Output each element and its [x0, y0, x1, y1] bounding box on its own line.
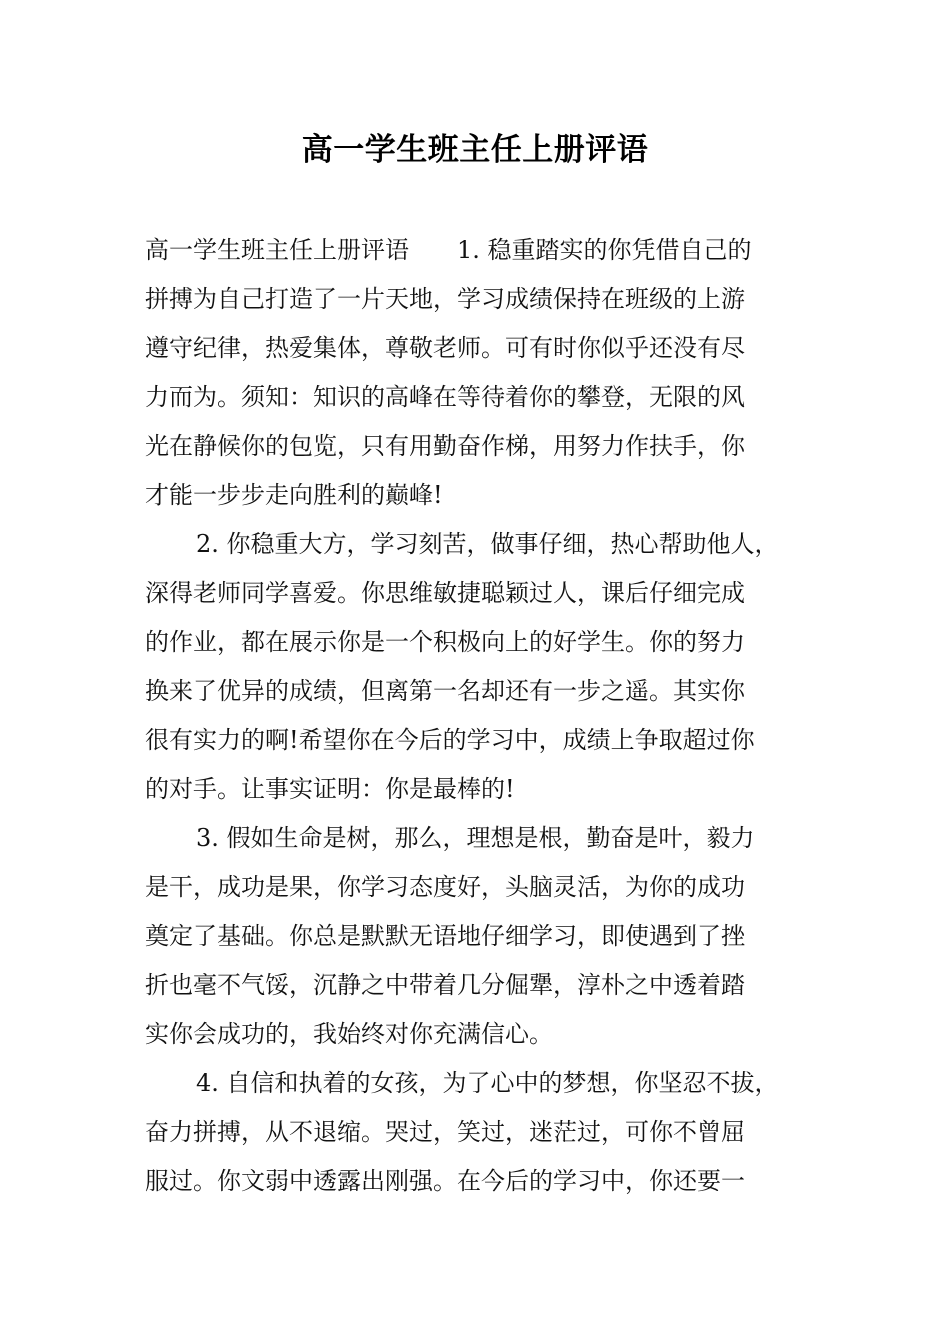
- paragraph-start-line: 2. 你稳重大方，学习刻苦，做事仔细，热心帮助他人，: [196, 530, 779, 558]
- body-line: 深得老师同学喜爱。你思维敏捷聪颖过人，课后仔细完成: [145, 579, 745, 607]
- body-line: 力而为。须知：知识的高峰在等待着你的攀登，无限的风: [145, 383, 745, 411]
- body-line: 实你会成功的，我始终对你充满信心。: [145, 1020, 553, 1048]
- body-line: 服过。你文弱中透露出刚强。在今后的学习中，你还要一: [145, 1167, 745, 1195]
- paragraph-start-line: 3. 假如生命是树，那么，理想是根，勤奋是叶，毅力: [196, 824, 755, 852]
- body-line: 光在静候你的包览，只有用勤奋作梯，用努力作扶手，你: [145, 432, 745, 460]
- body-line: 遵守纪律，热爱集体，尊敬老师。可有时你似乎还没有尽: [145, 334, 745, 362]
- body-line: 是干，成功是果，你学习态度好，头脑灵活，为你的成功: [145, 873, 745, 901]
- body-line: 奋力拼搏，从不退缩。哭过，笑过，迷茫过，可你不曾屈: [145, 1118, 745, 1146]
- body-line: 的对手。让事实证明：你是最棒的!: [145, 775, 515, 803]
- document-title: 高一学生班主任上册评语: [301, 132, 649, 168]
- body-line: 拼搏为自己打造了一片天地，学习成绩保持在班级的上游: [145, 285, 745, 313]
- document-body: [145, 226, 805, 1206]
- paragraph-start-line: 4. 自信和执着的女孩，为了心中的梦想，你坚忍不拔，: [196, 1069, 779, 1097]
- body-line: 很有实力的啊!希望你在今后的学习中，成绩上争取超过你: [145, 726, 755, 754]
- body-line: 奠定了基础。你总是默默无语地仔细学习，即使遇到了挫: [145, 922, 745, 950]
- body-line: 才能一步步走向胜利的巅峰!: [145, 481, 443, 509]
- body-line: 换来了优异的成绩，但离第一名却还有一步之遥。其实你: [145, 677, 745, 705]
- body-line: 高一学生班主任上册评语 1. 稳重踏实的你凭借自己的: [145, 236, 752, 264]
- body-line: 折也毫不气馁，沉静之中带着几分倔犟，淳朴之中透着踏: [145, 971, 745, 999]
- body-line: 的作业，都在展示你是一个积极向上的好学生。你的努力: [145, 628, 745, 656]
